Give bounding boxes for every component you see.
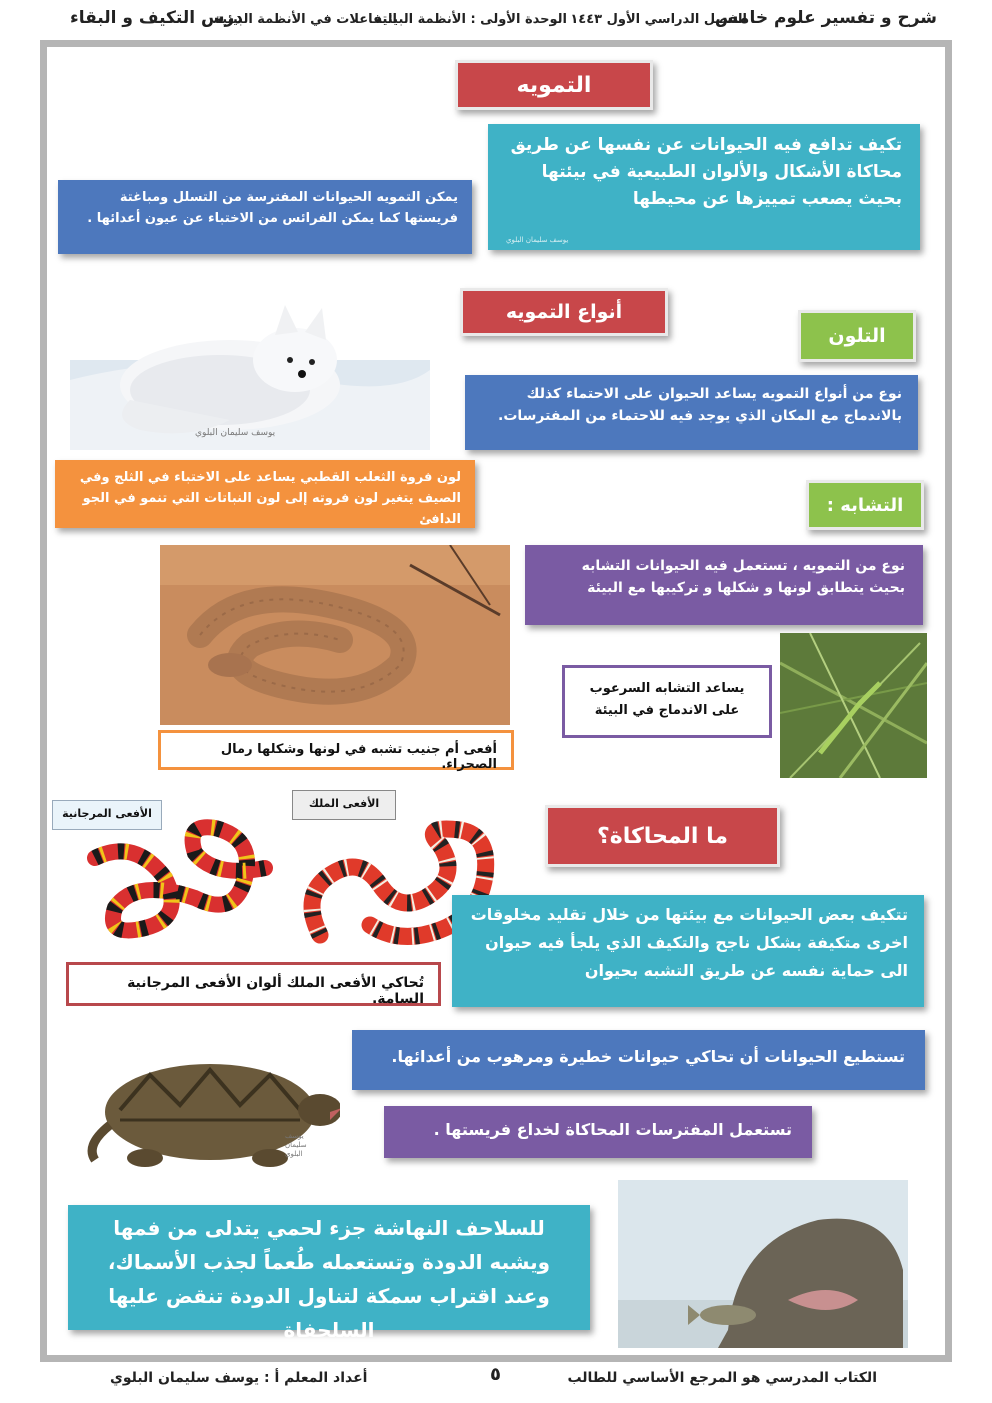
camouflage-definition-text: تكيف تدافع فيه الحيوانات عن نفسها عن طريق محاكاة الأشكال والألوان الطبيعية في بيئتها بحيث يصعب تمييزها عن محيطها: [510, 135, 902, 210]
header-topic: التفاعلات في الأنظمة البيئية: [214, 12, 397, 27]
snapping-turtle-drawing: [80, 1050, 340, 1180]
coral-snake-drawing: [75, 808, 285, 958]
header-title: شرح و تفسير علوم خامس: [714, 8, 937, 28]
footer-textbook-note: الكتاب المدرسي هو المرجع الأساسي للطالب: [567, 1370, 877, 1386]
arctic-fox-image: [70, 290, 430, 450]
snapping-turtle-image: [80, 1050, 340, 1180]
mimicry-fact-predators: تستعمل المفترسات المحاكاة لخداع فريستها .: [384, 1106, 812, 1158]
watermark-text: يوسف سليمان البلوي: [195, 428, 276, 438]
mantis-drawing: [780, 633, 927, 778]
desert-viper-drawing: [160, 545, 510, 725]
resemblance-text: نوع من التمويه ، تستعمل فيه الحيوانات التشابه بحيث يتطابق لونها و شكلها و تركيبها مع البيئة: [525, 545, 923, 625]
turtle-lure-drawing: [618, 1180, 908, 1348]
footer-author: أعداد المعلم أ : يوسف سليمان البلوي: [110, 1370, 368, 1386]
desert-viper-image: [160, 545, 510, 725]
mantis-image: [780, 633, 927, 778]
mimicry-title: ما المحاكاة؟: [545, 805, 780, 867]
snake-mimicry-caption: تُحاكي الأفعى الملك ألوان الأفعى المرجانية السامة.: [66, 962, 441, 1006]
header-semester: الفصل الدراسي الأول ١٤٤٣: [570, 12, 747, 27]
watermark-text: يوسف سليمان البلوي: [506, 235, 569, 244]
coloring-title: التلون: [798, 310, 916, 362]
camouflage-title: التمويه: [455, 60, 653, 110]
snapping-turtle-text: للسلاحف النهاشة جزء لحمي يتدلى من فمها ويشبه الدودة وتستعمله طُعماً لجذب الأسماك، وعند اقتراب سمكة لتناول الدودة تنقض عليها السلحفاة: [68, 1205, 590, 1330]
turtle-lure-image: [618, 1180, 908, 1348]
header-lesson: درس التكيف و البقاء: [70, 8, 243, 28]
camouflage-benefit: يمكن التمويه الحيوانات المفترسة من التسلل ومباغتة فريستها كما يمكن الفرائس من الاختباء عن عيون أعدائها .: [58, 180, 472, 254]
mantis-caption: يساعد التشابه السرعوب على الاندماج في البيئة: [562, 665, 772, 738]
coloring-text: نوع من أنواع التمويه يساعد الحيوان على الاحتماء كذلك بالاندماج مع المكان الذي يوجد فيه للاحتماء من المفترسات.: [465, 375, 918, 450]
resemblance-title: التشابه :: [806, 480, 924, 530]
header-unit: الوحدة الأولى : الأنظمة البيئية: [374, 12, 567, 27]
mimicry-definition: تتكيف بعض الحيوانات مع بيئتها من خلال تقليد مخلوقات اخرى متكيفة بشكل ناجح والتكيف الذي يلجأ فيه حيوان الى حماية نفسه عن طريق التشبه بحيوان: [452, 895, 924, 1007]
king-snake-label: الأفعى الملك: [292, 790, 396, 820]
watermark-text: يوسف سليمان البلوي: [285, 1132, 307, 1159]
types-title: أنواع التمويه: [460, 288, 668, 336]
mimicry-fact-dangerous: تستطيع الحيوانات أن تحاكي حيوانات خطيرة ومرهوب من أعدائها.: [352, 1030, 925, 1090]
arctic-fox-drawing: [70, 290, 430, 450]
viper-caption: أفعى أم جنيب تشبه في لونها وشكلها رمال الصحراء.: [158, 730, 514, 770]
page-number: ٥: [490, 1364, 501, 1385]
camouflage-definition: [488, 124, 920, 250]
coral-snake-image: [75, 808, 285, 958]
coral-snake-label: الأفعى المرجانية: [52, 800, 162, 830]
fox-caption: لون فروة الثعلب القطبي يساعد على الاختباء في الثلج وفي الصيف يتغير لون فروته إلى لون النباتات التي تنمو في الجو الدافئ: [55, 460, 475, 528]
